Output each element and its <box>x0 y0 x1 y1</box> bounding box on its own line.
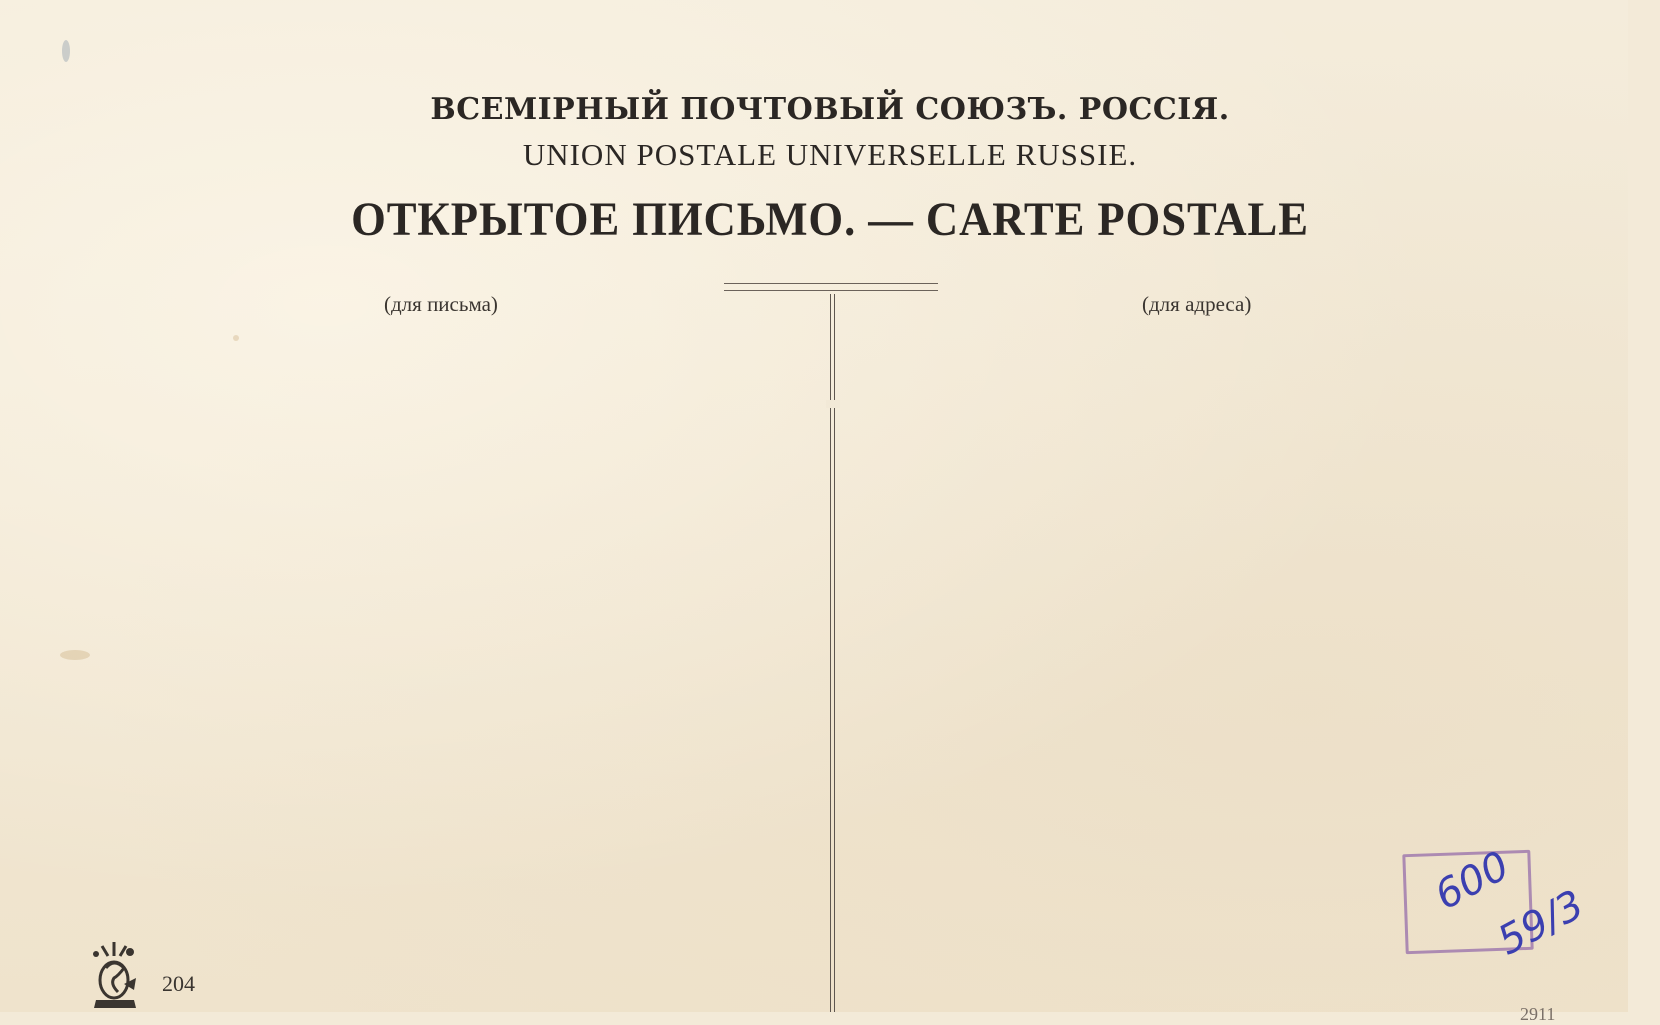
address-area-label: (для адреса) <box>1142 292 1252 316</box>
stain <box>60 650 90 660</box>
divider-gap <box>826 400 840 408</box>
publisher-logo-icon <box>84 938 146 1012</box>
corner-number: 2911 <box>1520 1004 1556 1024</box>
stain <box>62 40 70 62</box>
handwritten-price: 600 <box>1427 842 1517 920</box>
handwritten-code: 59/3 <box>1490 881 1592 965</box>
message-area-label: (для письма) <box>384 292 498 316</box>
stain <box>233 335 239 341</box>
header-russian: ВСЕМІРНЫЙ ПОЧТОВЫЙ СОЮЗЪ. РОССІЯ. <box>430 92 1230 127</box>
postcard-title: ОТКРЫТОЕ ПИСЬМО. — CARTE POSTALE <box>351 193 1309 246</box>
header-french: UNION POSTALE UNIVERSELLE RUSSIE. <box>522 137 1138 172</box>
divider-top-rule <box>724 283 938 291</box>
card-number: 204 <box>162 971 195 996</box>
